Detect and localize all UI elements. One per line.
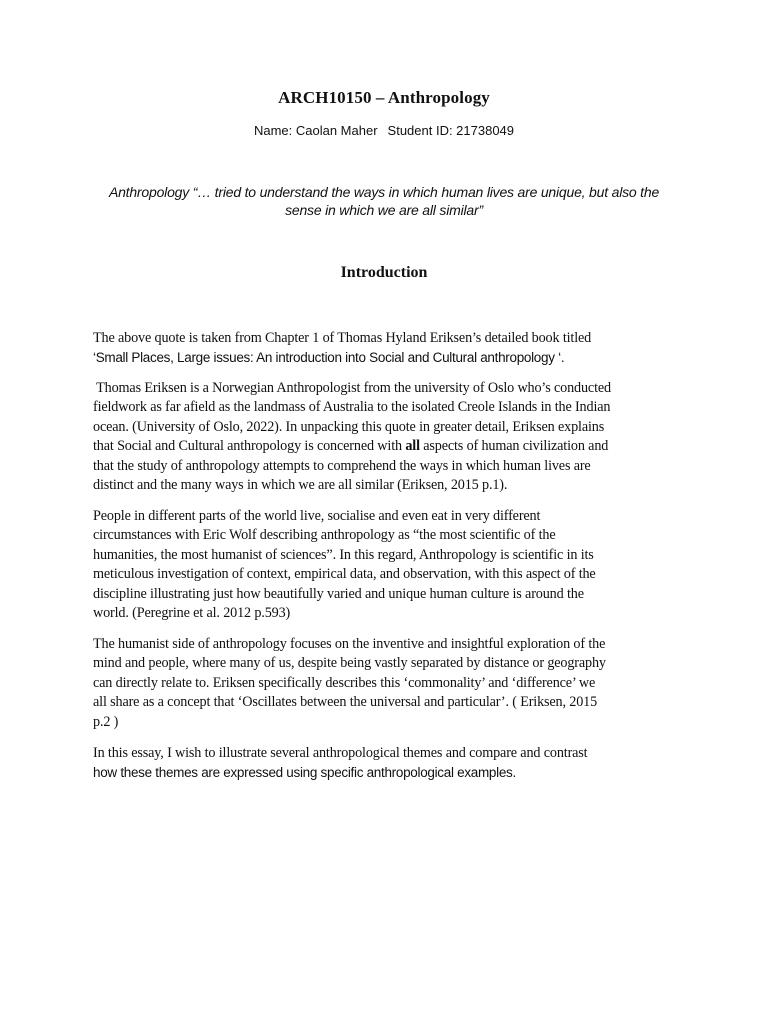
- text-line: ocean. (University of Oslo, 2022). In unpacking this quote in greater detail, Eriksen explains: [93, 418, 605, 435]
- text-line: p.2 ): [93, 713, 119, 730]
- paragraph-4: [93, 635, 683, 732]
- document-title: ARCH10150 – Anthropology: [278, 88, 490, 107]
- paragraph-3: [93, 507, 683, 623]
- student-id: Student ID: 21738049: [387, 123, 515, 138]
- quote-line: sense in which we are all similar”: [285, 202, 483, 218]
- text-line: [93, 437, 683, 456]
- text-span: that Social and Cultural anthropology is concerned with: [93, 438, 406, 455]
- paragraph-1: [93, 329, 683, 368]
- author-line: [0, 123, 768, 138]
- text-line: all share as a concept that ‘Oscillates between the universal and particular’. ( Eriksen, 2015: [93, 694, 598, 711]
- quote-line: Anthropology “… tried to understand the ways in which human lives are unique, but also the: [108, 184, 660, 200]
- section-heading: Introduction: [340, 264, 428, 281]
- epigraph-quote: [80, 183, 688, 219]
- text-line: In this essay, I wish to illustrate several anthropological themes and compare and contrast: [93, 745, 588, 761]
- text-line: can directly relate to. Eriksen specifically describes this ‘commonality’ and ‘difference’ we: [93, 674, 596, 691]
- text-line: Thomas Eriksen is a Norwegian Anthropologist from the university of Oslo who’s conducted: [93, 380, 611, 396]
- text-line: fieldwork as far afield as the landmass of Australia to the isolated Creole Islands in the Indian: [93, 399, 611, 416]
- author-name: Name: Caolan Maher: [253, 123, 378, 138]
- text-span: aspects of human civilization and: [419, 438, 609, 455]
- text-line: circumstances with Eric Wolf describing anthropology as “the most scientific of the: [93, 527, 556, 544]
- text-line: mind and people, where many of us, despite being vastly separated by distance or geography: [93, 655, 606, 672]
- text-line: how these themes are expressed using specific anthropological examples.: [93, 765, 516, 781]
- text-line: The humanist side of anthropology focuses on the inventive and insightful exploration of the: [93, 636, 606, 652]
- text-line: discipline illustrating just how beautifully varied and unique human culture is around the: [93, 585, 584, 602]
- text-line: humanities, the most humanist of sciences”. In this regard, Anthropology is scientific in its: [93, 546, 594, 563]
- paragraph-5: [93, 744, 683, 783]
- emphasis-text: all: [405, 438, 420, 455]
- text-line: world. (Peregrine et al. 2012 p.593): [93, 605, 291, 622]
- paragraph-2: [93, 379, 683, 495]
- text-line: ‘Small Places, Large issues: An introduction into Social and Cultural anthropology ‘.: [93, 350, 565, 366]
- text-line: meticulous investigation of context, empirical data, and observation, with this aspect of the: [93, 566, 596, 583]
- text-line: The above quote is taken from Chapter 1 of Thomas Hyland Eriksen’s detailed book titled: [93, 330, 592, 346]
- text-line: People in different parts of the world live, socialise and even eat in very different: [93, 508, 541, 524]
- text-line: distinct and the many ways in which we are all similar (Eriksen, 2015 p.1).: [93, 477, 508, 494]
- text-line: that the study of anthropology attempts to comprehend the ways in which human lives are: [93, 457, 591, 474]
